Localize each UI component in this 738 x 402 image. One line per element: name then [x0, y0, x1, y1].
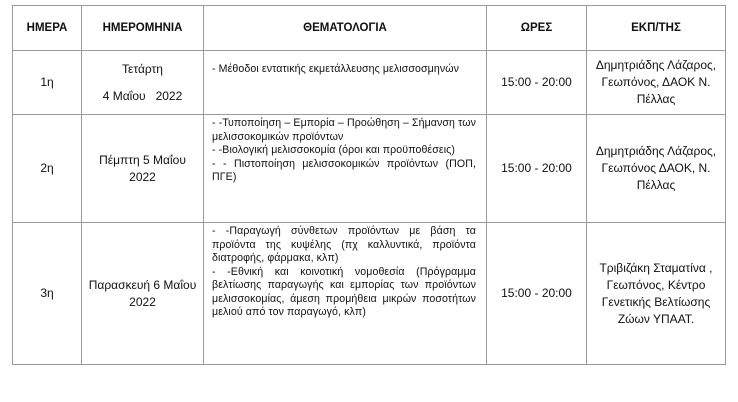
topic-item: - -Τυποποίηση – Εμπορία – Προώθηση – Σήμανση των μελισσοκομικών προϊόντων — [212, 117, 476, 143]
topics-cell — [204, 223, 487, 365]
header-date: ΗΜΕΡΟΜΗΝΙΑ — [82, 6, 204, 51]
trainer-cell: Τριβιζάκη Σταματίνα , Γεωπόνος, Κέντρο Γενετικής Βελτίωσης Ζώων ΥΠΑΑΤ. — [587, 223, 726, 365]
topic-item: - -Βιολογική μελισσοκομία (όροι και προϋποθέσεις) — [212, 144, 456, 156]
topic-item: - - Πιστοποίηση μελισσοκομικών προϊόντων (ΠΟΠ, ΠΓΕ) — [212, 157, 476, 183]
topics-cell — [204, 51, 487, 115]
date-weekday: Τετάρτη — [122, 61, 163, 76]
table-row — [13, 115, 726, 223]
date-cell: Πέμπτη 5 Μαΐου 2022 — [82, 115, 204, 223]
trainer-cell: Δημητριάδης Λάζαρος, Γεωπόνος, ΔΑΟΚ Ν. Πέλλας — [587, 51, 726, 115]
topic-item: - -Παραγωγή σύνθετων προϊόντων με βάση τα προϊόντα της κυψέλης (πχ καλλυντικά, προϊόντα διατροφής, φάρμακα, κλπ) — [212, 225, 476, 264]
date-cell: Παρασκευή 6 Μαΐου 2022 — [82, 223, 204, 365]
trainer-cell: Δημητριάδης Λάζαρος, Γεωπόνος ΔΑΟΚ, Ν. Πέλλας — [587, 115, 726, 223]
day-cell: 1η — [13, 51, 82, 115]
hours-cell: 15:00 - 20:00 — [487, 223, 587, 365]
header-hours: ΩΡΕΣ — [487, 6, 587, 51]
hours-cell: 15:00 - 20:00 — [487, 115, 587, 223]
topics-cell — [204, 115, 487, 223]
day-cell: 2η — [13, 115, 82, 223]
topic-item: - Μέθοδοι εντατικής εκμετάλλευσης μελισσοσμηνών — [212, 63, 459, 75]
date-day: 4 Μαΐου 2022 — [102, 88, 183, 103]
header-day: ΗΜΕΡΑ — [13, 6, 82, 51]
header-topics: ΘΕΜΑΤΟΛΟΓΙΑ — [204, 6, 487, 51]
table-row — [13, 223, 726, 365]
hours-cell: 15:00 - 20:00 — [487, 51, 587, 115]
header-trainer: ΕΚΠ/ΤΗΣ — [587, 6, 726, 51]
topic-item: - -Εθνική και κοινοτική νομοθεσία (Πρόγραμμα βελτίωσης παραγωγής και εμπορίας των προϊόντων μελισσοκομίας, άμεση προμήθεια μικρών ποσοτήτων μελιού από τον παραγωγό, κλπ) — [212, 265, 476, 318]
header-row — [13, 6, 726, 51]
day-cell: 3η — [13, 223, 82, 365]
table-row — [13, 51, 726, 115]
schedule-table — [12, 5, 726, 365]
date-cell — [82, 51, 204, 115]
